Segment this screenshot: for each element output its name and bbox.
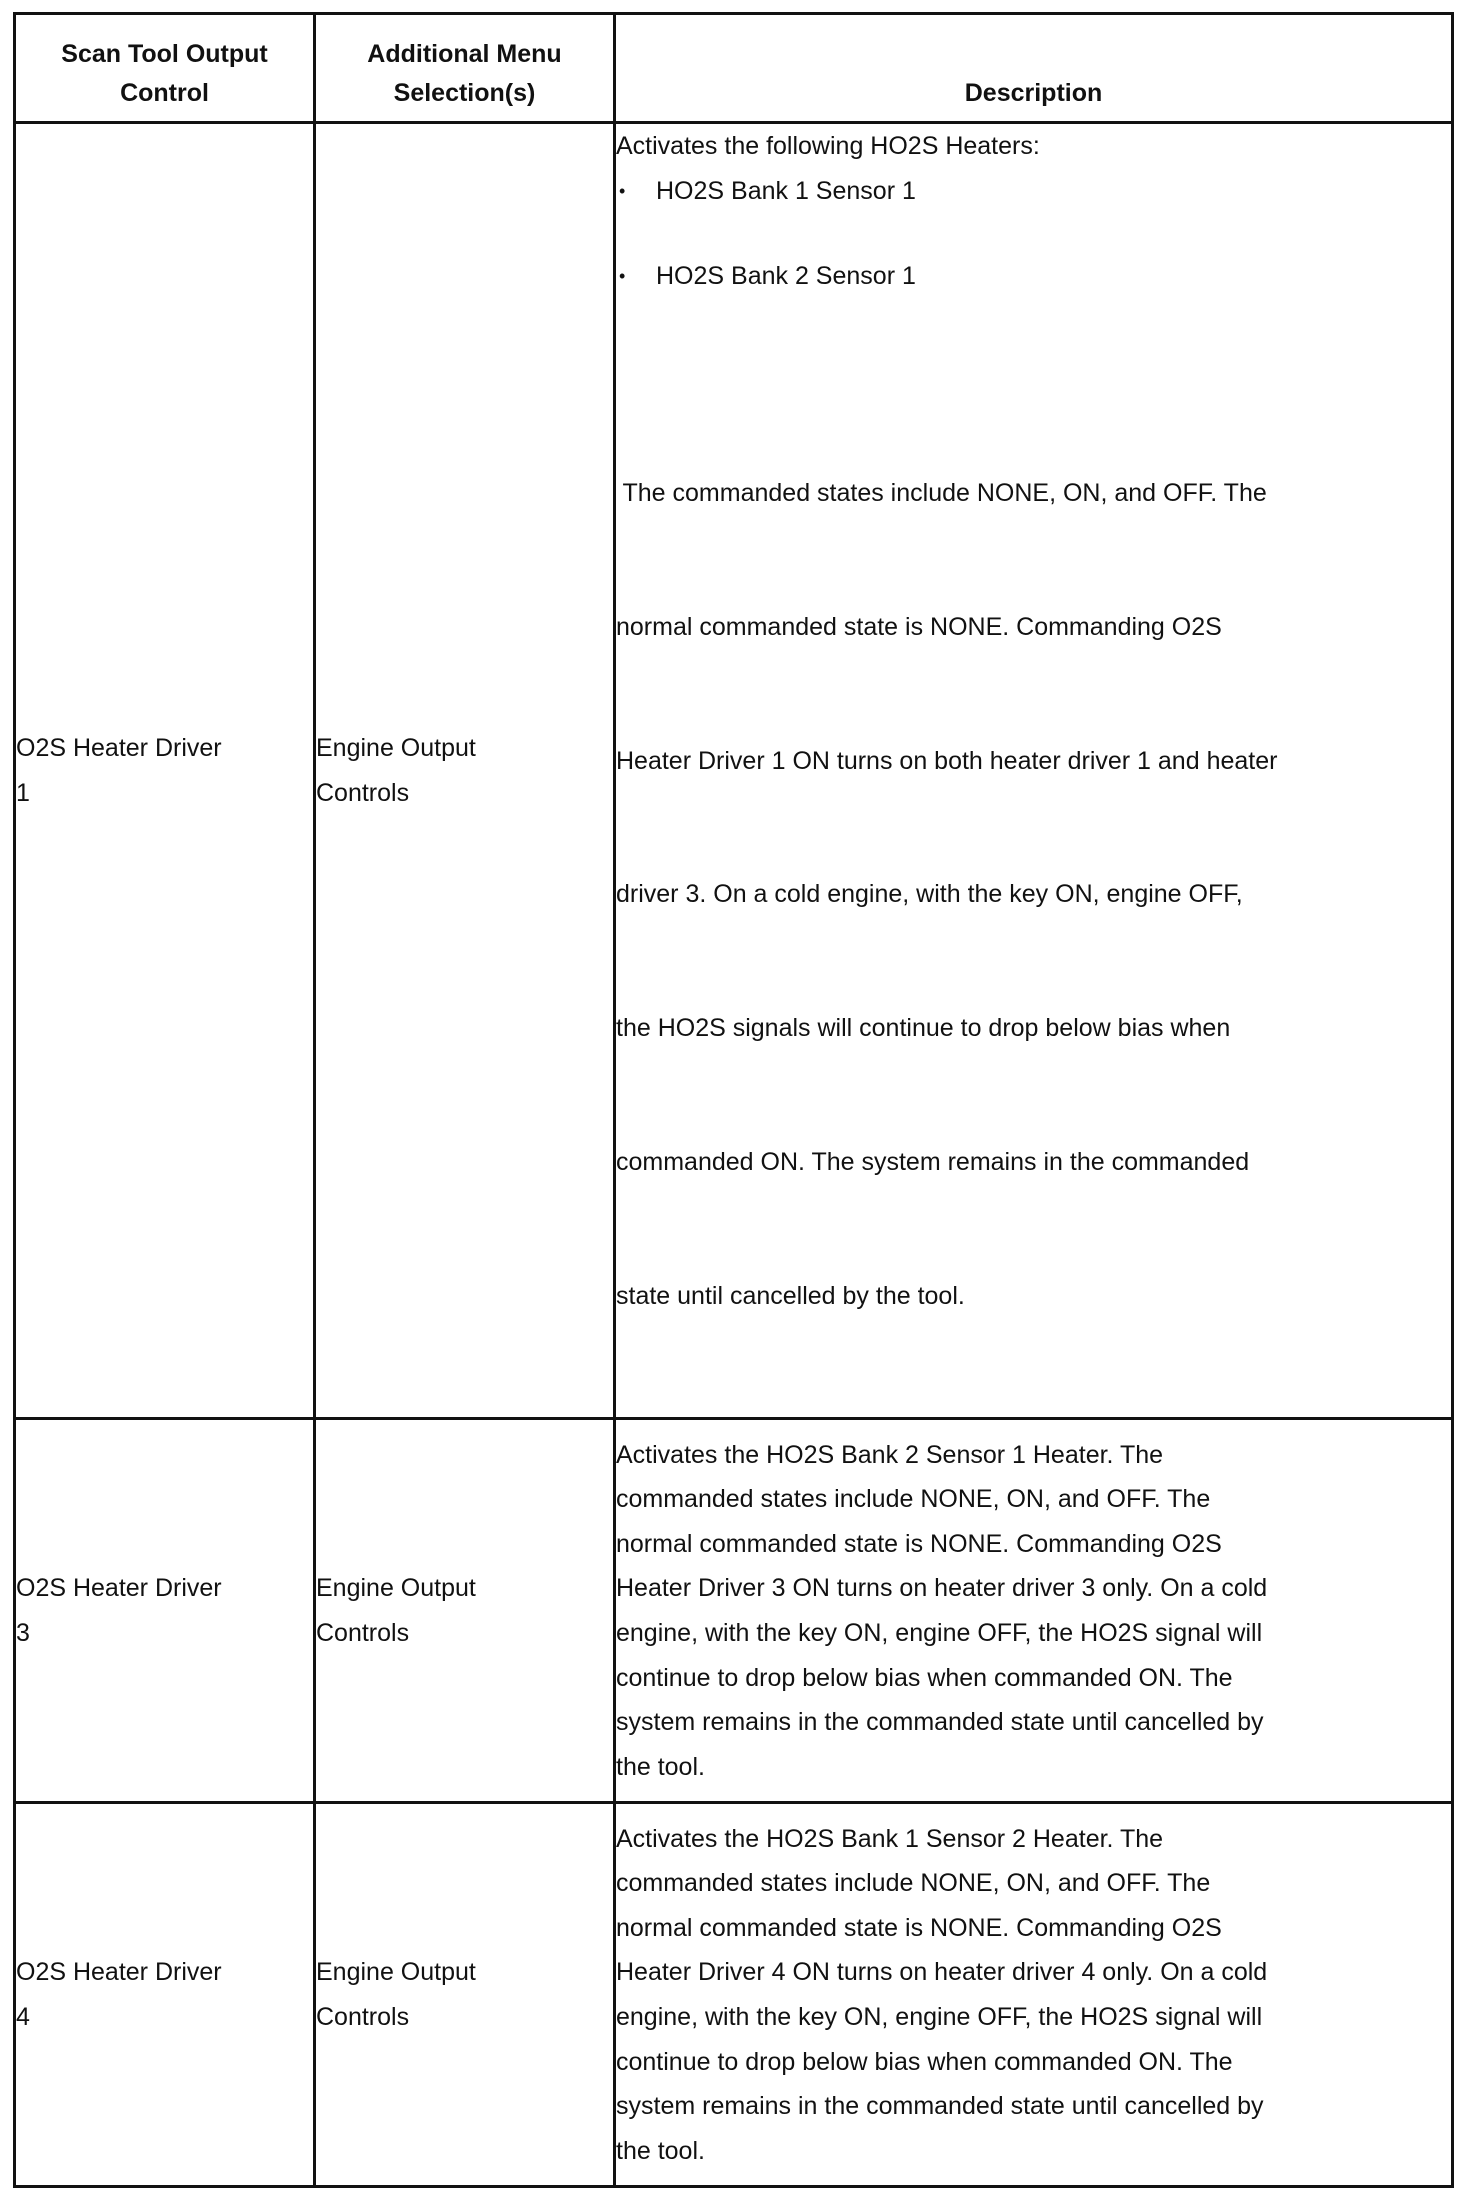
cell-text-line: Engine Output	[316, 1958, 476, 1987]
cell-output-control	[15, 123, 315, 1419]
description-line: commanded ON. The system remains in the commanded	[616, 1147, 1250, 1176]
bullet-text: HO2S Bank 1 Sensor 1	[656, 176, 916, 205]
description-line: engine, with the key ON, engine OFF, the HO2S signal will	[616, 1618, 1263, 1647]
table-row	[15, 123, 1453, 1419]
description-line: The commanded states include NONE, ON, and OFF. The	[616, 478, 1267, 507]
cell-output-control	[15, 1803, 315, 2187]
description-line: system remains in the commanded state until cancelled by	[616, 2092, 1264, 2121]
description-line: system remains in the commanded state until cancelled by	[616, 1708, 1264, 1737]
cell-menu-selection	[315, 1419, 615, 1803]
cell-description	[615, 1803, 1453, 2187]
cell-text-line: Controls	[316, 778, 410, 807]
description-line: normal commanded state is NONE. Commanding O2S	[616, 1529, 1222, 1558]
description-line: Heater Driver 4 ON turns on heater driver 4 only. On a cold	[616, 1958, 1268, 1987]
header-text-line: Selection(s)	[393, 79, 536, 107]
description-line: driver 3. On a cold engine, with the key ON, engine OFF,	[616, 880, 1243, 909]
cell-text-line: 1	[16, 778, 30, 807]
cell-text-line: 4	[16, 2002, 30, 2031]
description-line: Activates the HO2S Bank 2 Sensor 1 Heater. The	[616, 1440, 1164, 1469]
scan-tool-output-control-table	[13, 12, 1454, 2188]
cell-text-line: Controls	[316, 1618, 410, 1647]
cell-description	[615, 123, 1453, 1419]
header-row	[15, 14, 1453, 123]
cell-text-line: Controls	[316, 2002, 410, 2031]
description-line: continue to drop below bias when commanded ON. The	[616, 1663, 1233, 1692]
cell-text-line: O2S Heater Driver	[16, 1574, 222, 1603]
description-paragraph	[616, 382, 1451, 1418]
description-paragraph	[616, 1433, 1451, 1790]
cell-text-line: O2S Heater Driver	[16, 734, 222, 763]
header-text-line: Additional Menu	[367, 40, 562, 68]
cell-text-line: Engine Output	[316, 1574, 476, 1603]
list-item	[616, 254, 1451, 299]
bullet-icon: •	[619, 266, 626, 287]
description-line: the tool.	[616, 1752, 705, 1781]
cell-text-line: 3	[16, 1618, 30, 1647]
table-row	[15, 1803, 1453, 2187]
description-line: Activates the HO2S Bank 1 Sensor 2 Heater. The	[616, 1824, 1164, 1853]
description-line: normal commanded state is NONE. Commanding O2S	[616, 1913, 1222, 1942]
description-line: continue to drop below bias when commanded ON. The	[616, 2047, 1233, 2076]
bullet-icon: •	[619, 180, 626, 201]
bullet-text: HO2S Bank 2 Sensor 1	[656, 262, 916, 291]
cell-menu-selection	[315, 1803, 615, 2187]
description-paragraph	[616, 1817, 1451, 2174]
description-line: normal commanded state is NONE. Commanding O2S	[616, 612, 1222, 641]
cell-description	[615, 1419, 1453, 1803]
header-description	[615, 14, 1453, 123]
cell-output-control	[15, 1419, 315, 1803]
description-line: state until cancelled by the tool.	[616, 1281, 965, 1310]
cell-text-line: Engine Output	[316, 734, 476, 763]
description-line: Heater Driver 1 ON turns on both heater driver 1 and heater	[616, 746, 1278, 775]
header-text-line: Description	[964, 79, 1103, 107]
description-line: commanded states include NONE, ON, and OFF. The	[616, 1485, 1211, 1514]
description-line: commanded states include NONE, ON, and OFF. The	[616, 1869, 1211, 1898]
cell-text-line: O2S Heater Driver	[16, 1958, 222, 1987]
table-row	[15, 1419, 1453, 1803]
header-text-line: Control	[120, 79, 209, 107]
description-line: engine, with the key ON, engine OFF, the HO2S signal will	[616, 2002, 1263, 2031]
heater-bullet-list	[616, 169, 1451, 299]
description-line: the HO2S signals will continue to drop below bias when	[616, 1014, 1231, 1043]
description-intro: Activates the following HO2S Heaters:	[616, 132, 1040, 160]
header-additional-menu-selections	[315, 14, 615, 123]
description-line: the tool.	[616, 2136, 705, 2165]
description-line: Heater Driver 3 ON turns on heater driver 3 only. On a cold	[616, 1574, 1268, 1603]
cell-menu-selection	[315, 123, 615, 1419]
header-text-line: Scan Tool Output	[61, 40, 268, 68]
list-item	[616, 169, 1451, 214]
header-scan-tool-output-control	[15, 14, 315, 123]
